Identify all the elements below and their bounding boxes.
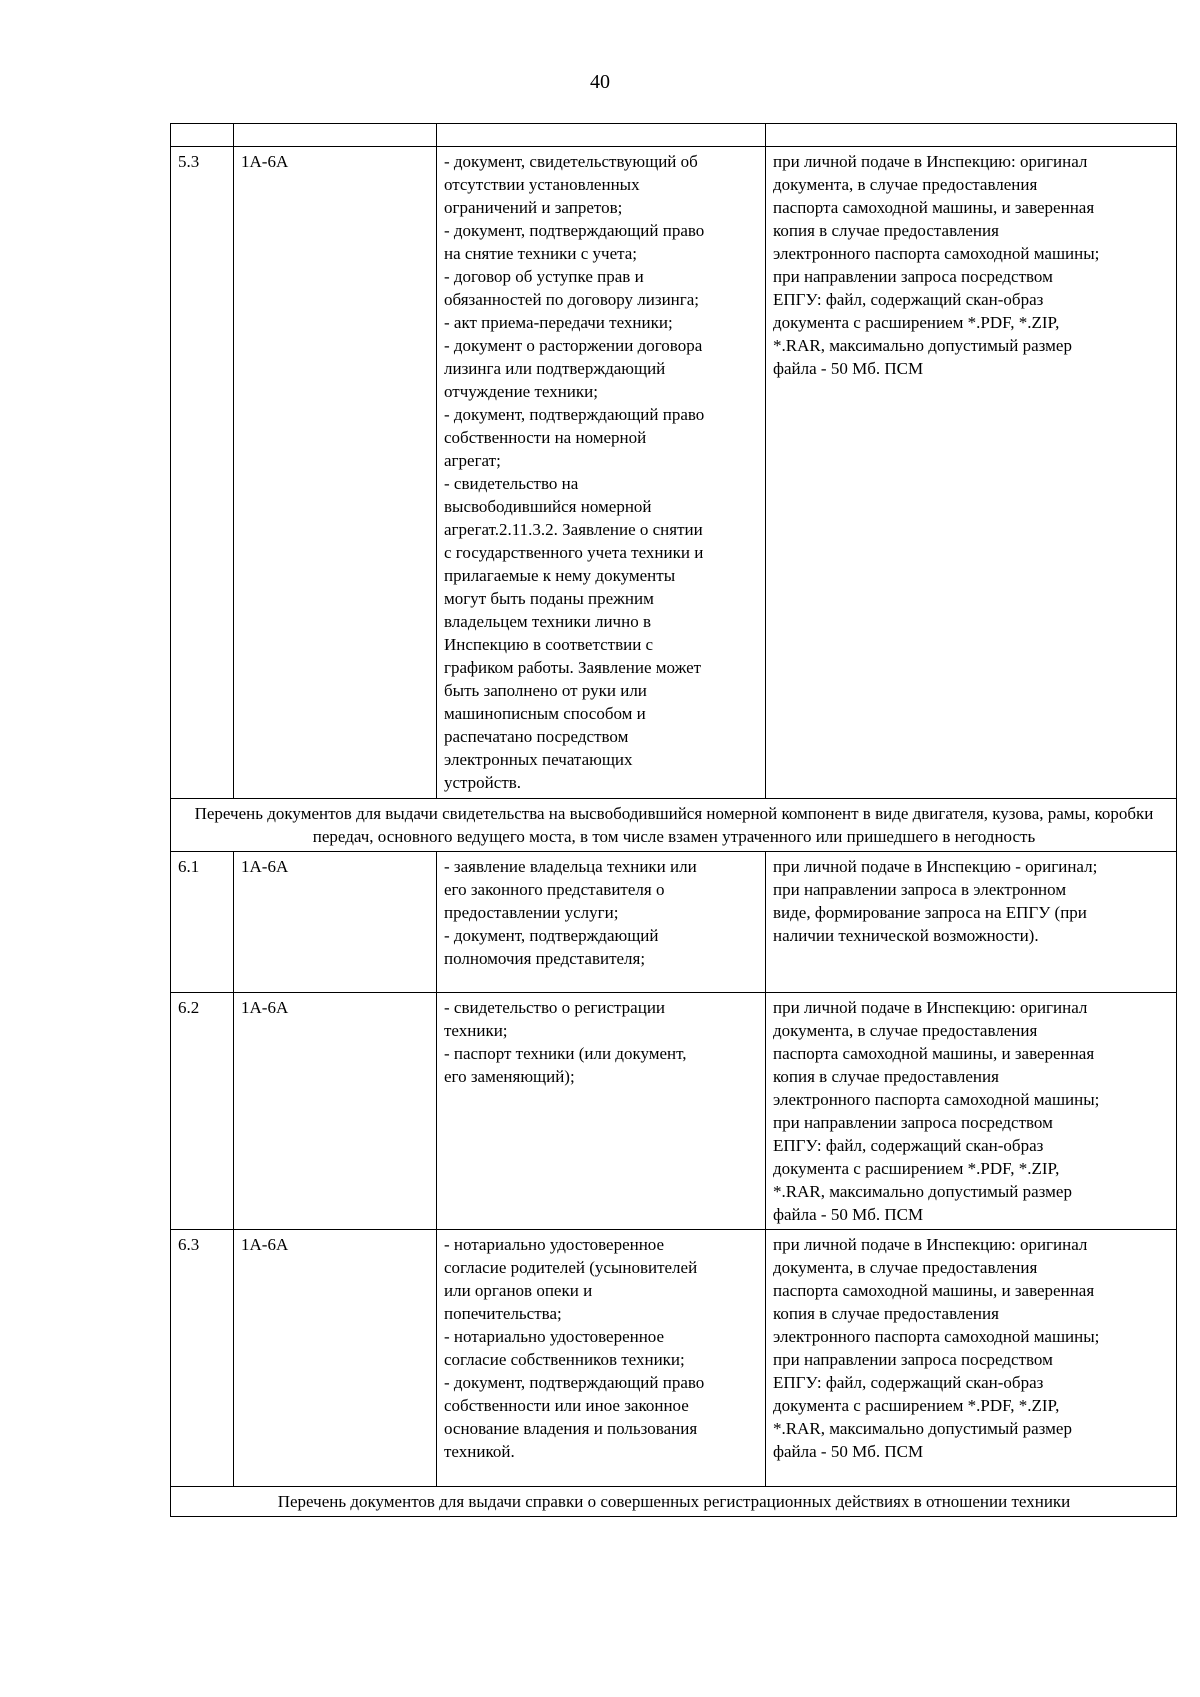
row-documents: - заявление владельца техники или его законного представителя о предоставлении услуги; - документ, подтверждающий полномочия представителя; xyxy=(437,852,766,993)
table-row xyxy=(171,852,1177,993)
row-submission-form: при личной подаче в Инспекцию - оригинал; при направлении запроса в электронном виде, формирование запроса на ЕПГУ (при наличии технической возможности). xyxy=(766,852,1177,993)
section-heading: Перечень документов для выдачи свидетельства на высвободившийся номерной компонент в виде двигателя, кузова, рамы, коробки передач, основного ведущего моста, в том числе взамен утраченного или пришедшего в негодность xyxy=(171,799,1177,852)
header-cell xyxy=(234,124,437,147)
row-number: 6.3 xyxy=(171,1230,234,1487)
row-documents: - документ, свидетельствующий об отсутствии установленных ограничений и запретов; - документ, подтверждающий право на снятие техники с учета; - договор об уступке прав и обязанностей по договору лизинга; - акт приема-передачи техники; - документ о расторжении договора лизинга или подтверждающий отчуждение техники; - документ, подтверждающий право собственности на номерной агрегат; - свидетельство на высвободившийся номерной агрегат.2.11.3.2. Заявление о снятии с государственного учета техники и прилагаемые к нему документы могут быть поданы прежним владельцем техники лично в Инспекцию в соответствии с графиком работы. Заявление может быть заполнено от руки или машинописным способом и распечатано посредством электронных печатающих устройств. xyxy=(437,147,766,799)
section-heading: Перечень документов для выдачи справки о совершенных регистрационных действиях в отношении техники xyxy=(171,1487,1177,1517)
table-row xyxy=(171,147,1177,799)
header-cell xyxy=(437,124,766,147)
row-code: 1А-6А xyxy=(234,993,437,1230)
header-cell xyxy=(766,124,1177,147)
documents-table xyxy=(170,123,1177,1517)
row-code: 1А-6А xyxy=(234,1230,437,1487)
table-row xyxy=(171,1230,1177,1487)
row-submission-form: при личной подаче в Инспекцию: оригинал документа, в случае предоставления паспорта самоходной машины, и заверенная копия в случае предоставления электронного паспорта самоходной машины; при направлении запроса посредством ЕПГУ: файл, содержащий скан-образ документа с расширением *.PDF, *.ZIP, *.RAR, максимально допустимый размер файла - 50 Мб. ПСМ xyxy=(766,993,1177,1230)
row-code: 1А-6А xyxy=(234,852,437,993)
row-code: 1А-6А xyxy=(234,147,437,799)
table-header-row xyxy=(171,124,1177,147)
table-row xyxy=(171,993,1177,1230)
row-number: 6.1 xyxy=(171,852,234,993)
row-number: 5.3 xyxy=(171,147,234,799)
page-number: 40 xyxy=(590,71,610,93)
section-row xyxy=(171,1487,1177,1517)
header-cell xyxy=(171,124,234,147)
row-submission-form: при личной подаче в Инспекцию: оригинал документа, в случае предоставления паспорта самоходной машины, и заверенная копия в случае предоставления электронного паспорта самоходной машины; при направлении запроса посредством ЕПГУ: файл, содержащий скан-образ документа с расширением *.PDF, *.ZIP, *.RAR, максимально допустимый размер файла - 50 Мб. ПСМ xyxy=(766,147,1177,799)
row-documents: - свидетельство о регистрации техники; - паспорт техники (или документ, его заменяющий); xyxy=(437,993,766,1230)
section-row xyxy=(171,799,1177,852)
row-documents: - нотариально удостоверенное согласие родителей (усыновителей или органов опеки и попечительства; - нотариально удостоверенное согласие собственников техники; - документ, подтверждающий право собственности или иное законное основание владения и пользования техникой. xyxy=(437,1230,766,1487)
row-submission-form: при личной подаче в Инспекцию: оригинал документа, в случае предоставления паспорта самоходной машины, и заверенная копия в случае предоставления электронного паспорта самоходной машины; при направлении запроса посредством ЕПГУ: файл, содержащий скан-образ документа с расширением *.PDF, *.ZIP, *.RAR, максимально допустимый размер файла - 50 Мб. ПСМ xyxy=(766,1230,1177,1487)
row-number: 6.2 xyxy=(171,993,234,1230)
